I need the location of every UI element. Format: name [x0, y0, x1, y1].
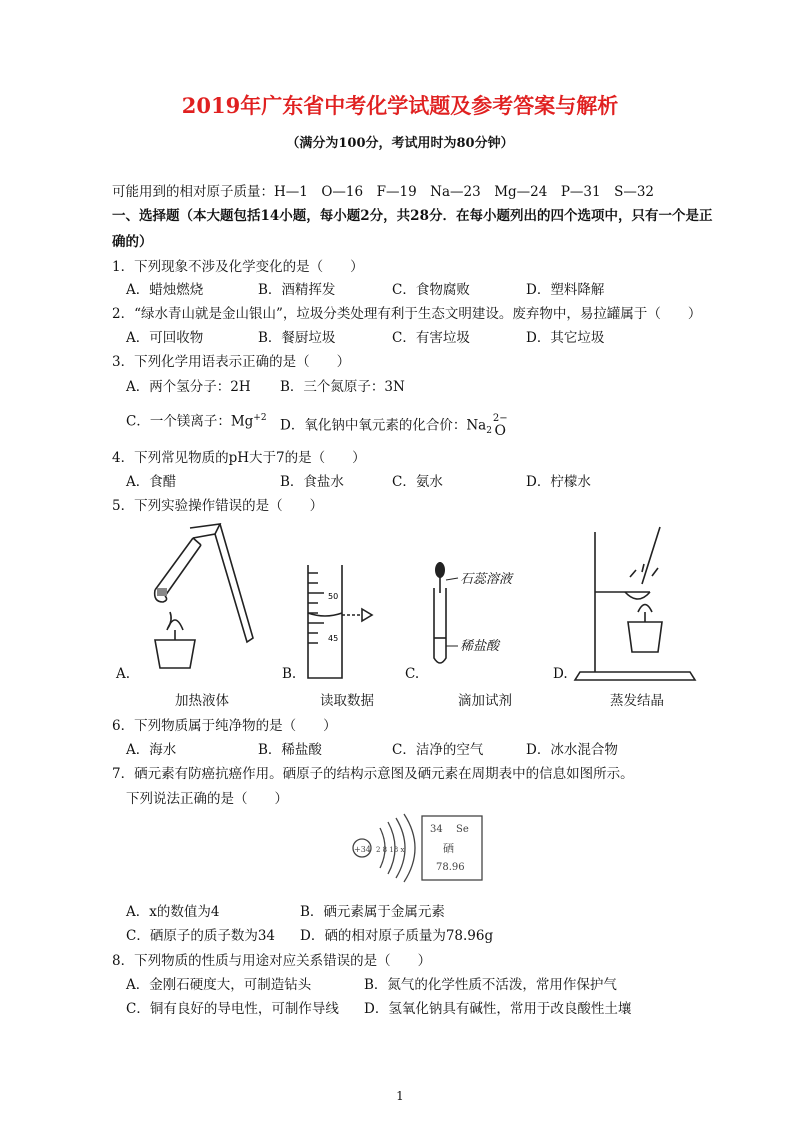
- q2-option-d: D．其它垃圾: [526, 330, 605, 346]
- q3-option-d: D．氧化钠中氧元素的化合价：$Na_2$ 2− O: [280, 413, 508, 439]
- q2-stem: 2．“绿水青山就是金山银山”，垃圾分类处理有利于生态文明建设。废弃物中，易拉罐属于（ ）: [112, 306, 702, 322]
- q7-option-c: C．硒原子的质子数为34: [126, 928, 276, 944]
- hcl-label: 稀盐酸: [460, 639, 500, 654]
- q8-option-c: C．铜有良好的导电性，可制作导线: [126, 1001, 339, 1017]
- q5-stem: 5．下列实验操作错误的是（ ）: [112, 498, 324, 514]
- q3-option-a: A．两个氢分子：2H: [126, 379, 251, 395]
- q8-option-a: A．金刚石硬度大，可制造钻头: [126, 977, 312, 993]
- element-symbol: Se: [456, 824, 469, 835]
- q4-option-a: A．食醋: [126, 474, 177, 490]
- valence-mark: 2− O: [492, 413, 508, 439]
- q7-stem-cont: 下列说法正确的是（ ）: [126, 791, 288, 807]
- q7-option-b: B．硒元素属于金属元素: [300, 904, 445, 920]
- tick-45: 45: [328, 634, 339, 643]
- q4-stem: 4．下列常见物质的pH大于7的是（ ）: [112, 450, 366, 466]
- exam-info: （满分为100分，考试用时为80分钟）: [286, 136, 514, 151]
- q5-option-b: B.: [282, 666, 297, 682]
- tick-50: 50: [328, 592, 339, 601]
- q7-option-d: D．硒的相对原子质量为78.96g: [300, 928, 494, 944]
- q5-caption-b: 读取数据: [320, 693, 374, 709]
- electron-shells: 2 8 18 x: [376, 846, 405, 854]
- q2-option-b: B．餐厨垃圾: [258, 330, 336, 346]
- q6-option-c: C．洁净的空气: [392, 742, 484, 758]
- q7-option-a: A．x的数值为4: [126, 904, 220, 920]
- q5-caption-c: 滴加试剂: [458, 693, 512, 709]
- q2-option-a: A．可回收物: [126, 330, 204, 346]
- page-title: 2019年广东省中考化学试题及参考答案与解析: [181, 93, 619, 118]
- q4-option-c: C．氨水: [392, 474, 443, 490]
- q3-stem: 3．下列化学用语表示正确的是（ ）: [112, 354, 351, 370]
- nucleus-charge: +34: [354, 845, 371, 854]
- q6-option-d: D．冰水混合物: [526, 742, 618, 758]
- q3-option-b: B．三个氮原子：3N: [280, 379, 405, 395]
- q1-stem: 1．下列现象不涉及化学变化的是（ ）: [112, 259, 364, 275]
- q5-option-d: D.: [553, 666, 568, 682]
- q7-stem: 7．硒元素有防癌抗癌作用。硒原子的结构示意图及硒元素在周期表中的信息如图所示。: [112, 766, 634, 782]
- q8-option-d: D．氢氧化钠具有碱性，常用于改良酸性土壤: [364, 1001, 632, 1017]
- q4-option-b: B．食盐水: [280, 474, 344, 490]
- q5-option-a: A.: [116, 666, 131, 682]
- q2-option-c: C．有害垃圾: [392, 330, 470, 346]
- q5-caption-a: 加热液体: [175, 693, 229, 709]
- q1-option-a: A．蜡烛燃烧: [126, 282, 204, 298]
- q1-option-c: C．食物腐败: [392, 282, 470, 298]
- element-name: 硒: [443, 842, 454, 855]
- atomic-masses: 可能用到的相对原子质量：H—1 O—16 F—19 Na—23 Mg—24 P—31 S—32: [112, 184, 655, 200]
- page-number: 1: [396, 1089, 404, 1103]
- q6-stem: 6．下列物质属于纯净物的是（ ）: [112, 718, 337, 734]
- q5-option-c: C.: [405, 666, 420, 682]
- graduated-cylinder-figure: [300, 563, 390, 683]
- section-heading-cont: 确的）: [112, 234, 153, 250]
- atomic-number: 34: [430, 824, 443, 835]
- heating-liquid-figure: [135, 520, 275, 690]
- q6-option-a: A．海水: [126, 742, 177, 758]
- section-heading: 一、选择题（本大题包括14小题，每小题2分，共28分．在每小题列出的四个选项中，只有一个是正: [112, 208, 713, 224]
- q1-option-b: B．酒精挥发: [258, 282, 336, 298]
- evaporation-figure: [570, 522, 700, 687]
- q8-stem: 8．下列物质的性质与用途对应关系错误的是（ ）: [112, 953, 432, 969]
- q5-caption-d: 蒸发结晶: [610, 693, 664, 709]
- q4-option-d: D．柠檬水: [526, 474, 591, 490]
- q8-option-b: B．氮气的化学性质不活泼，常用作保护气: [364, 977, 617, 993]
- litmus-label: 石蕊溶液: [460, 572, 513, 587]
- atomic-mass: 78.96: [436, 862, 465, 873]
- selenium-atom-figure: [340, 812, 530, 884]
- q6-option-b: B．稀盐酸: [258, 742, 322, 758]
- q3-option-c: C．一个镁离子：$Mg^{+2}$: [126, 413, 267, 430]
- q1-option-d: D．塑料降解: [526, 282, 605, 298]
